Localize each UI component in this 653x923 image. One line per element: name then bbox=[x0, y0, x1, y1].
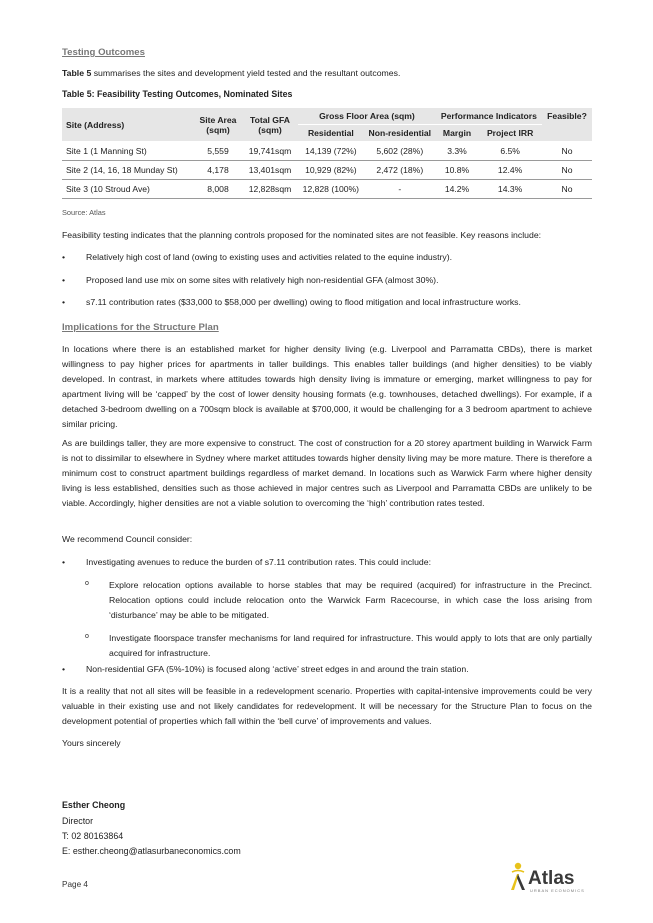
list-item: • Non-residential GFA (5%-10%) is focused along ‘active’ street edges in and around the train station. bbox=[62, 662, 592, 677]
cell-feasible: No bbox=[542, 142, 592, 161]
header-non-residential: Non-residential bbox=[364, 125, 436, 142]
cell-site-area: 4,178 bbox=[194, 161, 242, 180]
list-item: • Investigating avenues to reduce the burden of s7.11 contribution rates. This could include: o Explore relocation options available to horse stables that may be required (acquired) for infrastructure in the Precinct. Relocation options could include relocation onto the Warwick Farm Racecourse, in which case the loss arising from ‘disturbance’ may be able to be mitigated. o Investigate floorspace transfer mechanisms for land required for infrastructure. This would apply to lots that are only partially acquired for infrastructure. bbox=[62, 555, 592, 661]
paragraph-recommend: We recommend Council consider: bbox=[62, 534, 193, 544]
paragraph-reality: It is a reality that not all sites will be feasible in a redevelopment scenario. Properties with capital-intensive improvements could be very valuable in their existing use and not likely candidates for redevelopment. It will be necessary for the Structure Plan to focus on the development potential of properties which fall within the ‘bell curve’ of improvements and values. bbox=[62, 686, 592, 727]
cell-residential: 10,929 (82%) bbox=[298, 161, 364, 180]
header-project-irr: Project IRR bbox=[478, 125, 542, 142]
cell-irr: 14.3% bbox=[478, 180, 542, 199]
atlas-logo bbox=[508, 860, 598, 896]
cell-residential: 12,828 (100%) bbox=[298, 180, 364, 199]
sub-list bbox=[62, 578, 592, 661]
header-site: Site (Address) bbox=[62, 108, 194, 142]
table-row bbox=[62, 142, 592, 161]
signatory-email[interactable] bbox=[62, 844, 241, 859]
sub-list-item: o Explore relocation options available to horse stables that may be required (acquired) for infrastructure in the Precinct. Relocation options could include relocation onto the Warwick Farm Racecourse, in which case the loss arising from ‘disturbance’ may be able to be mitigated. bbox=[62, 578, 592, 623]
bullet-icon: • bbox=[62, 664, 66, 675]
list-item: • s7.11 contribution rates ($33,000 to $58,000 per dwelling) owing to flood mitigation and local infrastructure works. bbox=[62, 295, 592, 310]
table-caption: Table 5: Feasibility Testing Outcomes, Nominated Sites bbox=[62, 89, 293, 99]
atlas-logo-icon bbox=[508, 860, 598, 896]
cell-site-area: 5,559 bbox=[194, 142, 242, 161]
page-number: Page 4 bbox=[62, 880, 88, 889]
email-link[interactable]: E: esther.cheong@atlasurbaneconomics.com bbox=[62, 846, 241, 856]
cell-site-area: 8,008 bbox=[194, 180, 242, 199]
cell-irr: 12.4% bbox=[478, 161, 542, 180]
signatory-phone: T: 02 80163864 bbox=[62, 831, 124, 841]
cell-non-residential: 2,472 (18%) bbox=[364, 161, 436, 180]
cell-feasible: No bbox=[542, 161, 592, 180]
cell-irr: 6.5% bbox=[478, 142, 542, 161]
cell-total-gfa: 13,401sqm bbox=[242, 161, 298, 180]
feasibility-table bbox=[62, 108, 592, 199]
list-item: • Proposed land use mix on some sites with relatively high non-residential GFA (almost 30%). bbox=[62, 273, 592, 288]
cell-margin: 3.3% bbox=[436, 142, 478, 161]
list-item: • Relatively high cost of land (owing to existing uses and activities related to the equine industry). bbox=[62, 250, 592, 265]
cell-total-gfa: 12,828sqm bbox=[242, 180, 298, 199]
cell-site: Site 3 (10 Stroud Ave) bbox=[62, 180, 194, 199]
cell-feasible: No bbox=[542, 180, 592, 199]
sub-bullet-icon: o bbox=[85, 579, 89, 587]
closing-salutation: Yours sincerely bbox=[62, 738, 121, 748]
cell-margin: 10.8% bbox=[436, 161, 478, 180]
sub-bullet-icon: o bbox=[85, 632, 89, 640]
cell-site: Site 1 (1 Manning St) bbox=[62, 142, 194, 161]
table-row bbox=[62, 161, 592, 180]
header-performance-group: Performance Indicators bbox=[436, 108, 542, 125]
cell-site: Site 2 (14, 16, 18 Munday St) bbox=[62, 161, 194, 180]
logo-wordmark: Atlas bbox=[528, 868, 575, 889]
bullet-icon: • bbox=[62, 274, 66, 285]
bullet-icon: • bbox=[62, 252, 66, 262]
cell-margin: 14.2% bbox=[436, 180, 478, 199]
table-intro: Table 5 summarises the sites and development yield tested and the resultant outcomes. bbox=[62, 68, 401, 78]
bullet-icon: • bbox=[62, 557, 66, 567]
feasibility-lead: Feasibility testing indicates that the planning controls proposed for the nominated sites are not feasible. Key reasons include: bbox=[62, 230, 542, 240]
cell-non-residential: 5,602 (28%) bbox=[364, 142, 436, 161]
paragraph-market: In locations where there is an established market for higher density living (e.g. Liverpool and Parramatta CBDs), there is market willingness to pay higher prices for apartments in taller buildings. This enables taller buildings (and higher densities) to be viably developed. In contrast, in markets where attitudes towards high density living is immature or emerging, market willingness to pay for apartment living will be ‘capped’ by the cost of lower density housing formats (e.g. townhouses, detached dwellings). For example, if a detached 3-bedroom dwelling on a 700sqm block is available at $700,000, it would be challenging for a 3 bedroom apartment to achieve similar pricing. bbox=[62, 344, 592, 430]
header-total-gfa: Total GFA (sqm) bbox=[242, 108, 298, 142]
header-margin: Margin bbox=[436, 125, 478, 142]
cell-total-gfa: 19,741sqm bbox=[242, 142, 298, 161]
recommendation-list bbox=[62, 555, 592, 685]
signatory-name: Esther Cheong bbox=[62, 800, 126, 810]
logo-subtitle: URBAN ECONOMICS bbox=[530, 888, 585, 893]
table-source: Source: Atlas bbox=[62, 208, 106, 217]
signatory-title: Director bbox=[62, 816, 94, 826]
bullet-icon: • bbox=[62, 297, 66, 308]
header-gfa-group: Gross Floor Area (sqm) bbox=[298, 108, 436, 125]
header-feasible: Feasible? bbox=[542, 108, 592, 142]
paragraph-construction-cost: As are buildings taller, they are more expensive to construct. The cost of construction for a 20 storey apartment building in Warwick Farm is not to dissimilar to elsewhere in Sydney where market attitudes towards higher density living may be more mature. There is therefore a minimum cost to construct apartment buildings regardless of market demand. In locations such as Warwick Farm where higher density living is less established, densities such as those achieved in major centres such as Liverpool and Parramatta CBDs are unlikely to be viable. Accordingly, higher densities are not a viable solution to overcoming the ‘high’ contribution rates tested. bbox=[62, 438, 592, 509]
feasibility-bullet-list bbox=[62, 250, 592, 318]
header-residential: Residential bbox=[298, 125, 364, 142]
table-row bbox=[62, 180, 592, 199]
header-site-area: Site Area (sqm) bbox=[194, 108, 242, 142]
section-heading-testing-outcomes: Testing Outcomes bbox=[62, 47, 145, 58]
cell-non-residential: - bbox=[364, 180, 436, 199]
section-heading-implications: Implications for the Structure Plan bbox=[62, 322, 219, 333]
cell-residential: 14,139 (72%) bbox=[298, 142, 364, 161]
sub-list-item: o Investigate floorspace transfer mechanisms for land required for infrastructure. This would apply to lots that are only partially acquired for infrastructure. bbox=[62, 631, 592, 661]
